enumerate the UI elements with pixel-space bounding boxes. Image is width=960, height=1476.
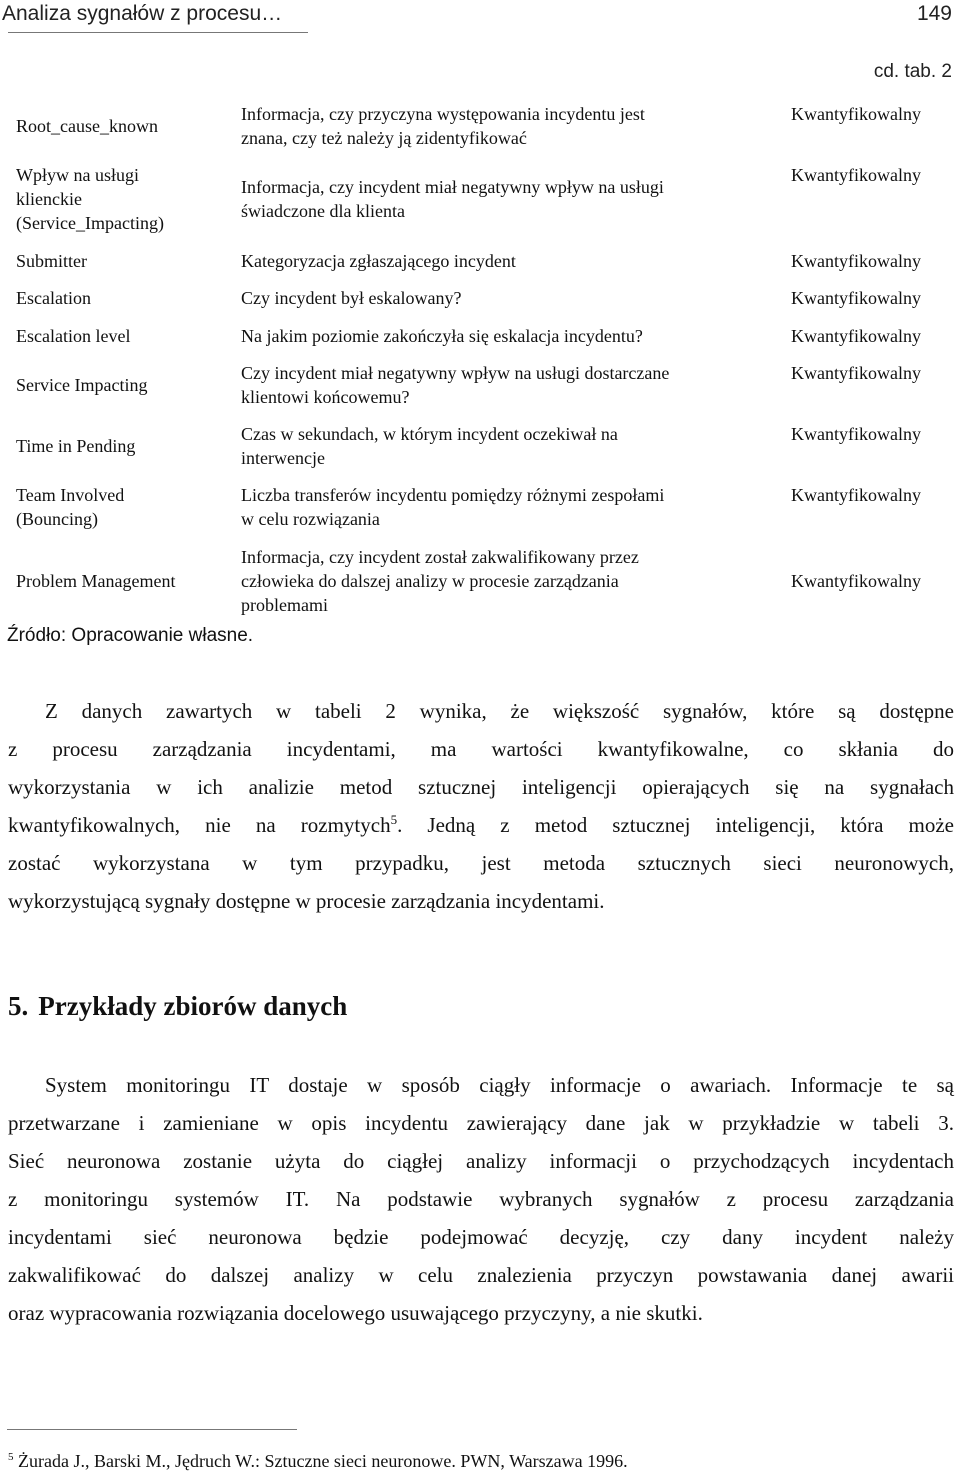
signal-name: Root_cause_known	[16, 116, 158, 136]
signal-type: Kwantyfikowalny	[791, 424, 921, 444]
signal-description: Czy incydent miał negatywny wpływ na usługi dostarczane klientowi końcowemu?	[241, 363, 670, 407]
signal-description: Liczba transferów incydentu pomiędzy różnymi zespołami w celu rozwiązania	[241, 485, 665, 529]
table-continuation-label: cd. tab. 2	[873, 61, 952, 82]
footnote-reference[interactable]: 5	[390, 812, 398, 827]
signal-name: Problem Management	[16, 571, 176, 591]
signal-type: Kwantyfikowalny	[791, 485, 921, 505]
signal-description: Informacja, czy incydent miał negatywny wpływ na usługi świadczone dla klienta	[241, 177, 664, 221]
table-source-note: Źródło: Opracowanie własne.	[7, 625, 254, 646]
signal-type: Kwantyfikowalny	[791, 288, 921, 308]
running-header	[0, 0, 960, 34]
section-heading	[8, 988, 347, 1024]
running-header-title: Analiza sygnałów z procesu…	[2, 2, 283, 25]
signal-type: Kwantyfikowalny	[791, 104, 921, 124]
signal-type: Kwantyfikowalny	[791, 326, 921, 346]
signal-description: Czy incydent był eskalowany?	[241, 288, 462, 308]
signal-type: Kwantyfikowalny	[791, 251, 921, 271]
footnote-marker: 5	[8, 1451, 14, 1463]
signal-name: Escalation level	[16, 326, 131, 346]
signal-name: Time in Pending	[16, 436, 136, 456]
signal-description: Informacja, czy przyczyna występowania incydentu jest znana, czy też należy ją zidentyfikować	[241, 104, 645, 148]
signal-type: Kwantyfikowalny	[791, 165, 921, 185]
footnote-rule	[7, 1429, 297, 1430]
section-title: Przykłady zbiorów danych	[38, 991, 348, 1021]
signal-description: Informacja, czy incydent został zakwalifikowany przez człowieka do dalszej analizy w procesie zarządzania problemami	[241, 547, 639, 615]
page-number: 149	[916, 2, 952, 25]
signal-type: Kwantyfikowalny	[791, 571, 921, 591]
signal-name: Service Impacting	[16, 375, 148, 395]
signal-name: Team Involved (Bouncing)	[16, 485, 125, 529]
signal-description: Kategoryzacja zgłaszającego incydent	[241, 251, 516, 271]
body-paragraph-1: Z danych zawartych w tabeli 2 wynika, że większość sygnałów, które są dostępne z procesu zarządzania incydentami, ma wartości kwantyfikowalne, co skłania do wykorzystania w ich analizie metod sztucznej inteligencji opierających się na sygnałach kwantyfikowalnych, nie na rozmytych$^5$. Jedną z metod sztucznej inteligencji, która może zostać wykorzystana w tym przypadku, jest metoda sztucznych sieci neuronowych, wykorzystującą sygnały dostępne w procesie zarządzania incydentami.	[8, 699, 955, 913]
signal-name: Escalation	[16, 288, 91, 308]
footnote-text: Żurada J., Barski M., Jędruch W.: Sztuczne sieci neuronowe. PWN, Warszawa 1996.	[13, 1451, 628, 1471]
signal-name: Wpływ na usługi klienckie (Service_Impacting)	[16, 165, 164, 233]
signal-description: Czas w sekundach, w którym incydent oczekiwał na interwencje	[241, 424, 618, 468]
header-rule	[8, 32, 308, 33]
section-number: 5.	[8, 991, 29, 1021]
signal-description: Na jakim poziomie zakończyła się eskalacja incydentu?	[241, 326, 643, 346]
footnote	[8, 1450, 628, 1472]
signal-type: Kwantyfikowalny	[791, 363, 921, 383]
signal-name: Submitter	[16, 251, 87, 271]
body-paragraph-2: System monitoringu IT dostaje w sposób ciągły informacje o awariach. Informacje te są przetwarzane i zamieniane w opis incydentu zawierający dane jak w przykładzie w tabeli 3. Sieć neuronowa zostanie użyta do ciągłej analizy informacji o przychodzących incydentach z monitoringu systemów IT. Na podstawie wybranych sygnałów z procesu zarządzania incydentami sieć neuronowa będzie podejmować decyzję, czy dany incydent należy zakwalifikować do dalszej analizy w celu znalezienia przyczyn powstawania danej awarii oraz wypracowania rozwiązania docelowego usuwającego przyczyny, a nie skutki.	[8, 1073, 954, 1325]
